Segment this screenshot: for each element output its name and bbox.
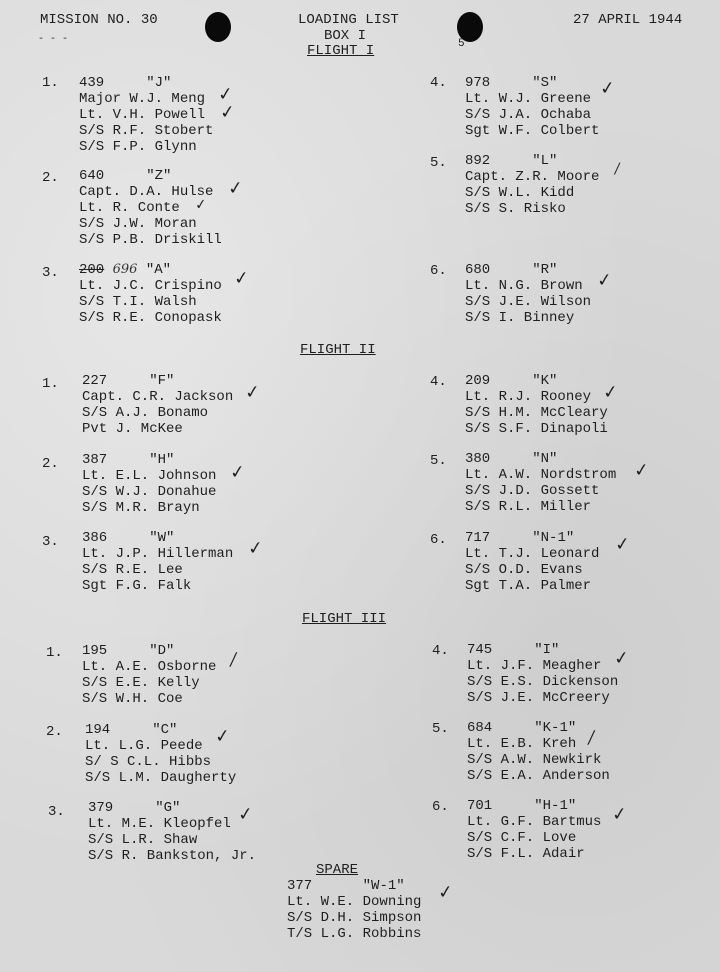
flight-2-pos-4: 4. (430, 374, 447, 390)
plane-number-correction: 696 (112, 262, 138, 277)
plane-letter: "F" (149, 373, 175, 389)
check-mark-icon: ✓ (598, 77, 617, 100)
plane-number: 195 (82, 643, 108, 659)
flight-1-crew-3 (79, 262, 222, 326)
plane-letter: "L" (532, 153, 558, 169)
crew-member: Lt. A.W. Nordstrom (465, 467, 617, 483)
crew-member: S/S J.E. Wilson (465, 294, 592, 310)
crew-member: S/S R.E. Conopask (79, 310, 222, 326)
crew-member: S/S R.F. Stobert (79, 123, 214, 139)
plane-letter: "W" (149, 530, 175, 546)
crew-member: Sgt T.A. Palmer (465, 578, 592, 594)
flight-2-heading: FLIGHT II (300, 342, 376, 358)
plane-letter: "R" (532, 262, 558, 278)
plane-letter: "K" (532, 373, 558, 389)
flight-3-crew-4 (467, 642, 618, 706)
plane-letter: "N-1" (532, 530, 575, 546)
crew-member: S/S H.M. McCleary (465, 405, 608, 421)
plane-letter: "Z" (146, 168, 172, 184)
plane-letter: "H" (149, 452, 175, 468)
crew-member: S/S A.J. Bonamo (82, 405, 209, 421)
crew-member: Lt. J.C. Crispino (79, 278, 222, 294)
flight-1-pos-4: 4. (430, 75, 447, 91)
crew-member: S/S J.A. Ochaba (465, 107, 592, 123)
crew-member: Major W.J. Meng (79, 91, 206, 107)
crew-member: S/S M.R. Brayn (82, 500, 200, 516)
crew-member: Lt. E.B. Kreh (467, 736, 577, 752)
flight-2-pos-3: 3. (42, 534, 59, 550)
crew-member: T/S L.G. Robbins (287, 926, 422, 942)
flight-3-pos-5: 5. (432, 721, 449, 737)
crew-member: Lt. A.E. Osborne (82, 659, 217, 675)
header-dash: - - - (38, 34, 69, 45)
flight-2-pos-2: 2. (42, 456, 59, 472)
spare-heading: SPARE (316, 862, 359, 878)
crew-member: Lt. W.E. Downing (287, 894, 422, 910)
check-mark-icon: ✓ (226, 177, 245, 200)
flight-3-heading: FLIGHT III (302, 611, 387, 627)
crew-member: Lt. V.H. Powell (79, 107, 206, 123)
check-mark-icon: ✓ (595, 269, 614, 292)
flight-3-crew-6 (467, 798, 601, 862)
crew-member: Lt. W.J. Greene (465, 91, 592, 107)
crew-member: S/S I. Binney (465, 310, 575, 326)
flight-2-crew-4 (465, 373, 608, 437)
crew-member: S/S E.S. Dickenson (467, 674, 619, 690)
crew-member: S/S A.W. Newkirk (467, 752, 602, 768)
flight-1-crew-5 (465, 153, 599, 217)
flight-1-pos-2: 2. (42, 170, 59, 186)
flight-2-crew-3 (82, 530, 233, 594)
check-mark-icon: ✓ (236, 803, 255, 826)
crew-member: Capt. D.A. Hulse (79, 184, 214, 200)
crew-member: S/ S C.L. Hibbs (85, 754, 212, 770)
crew-member: S/S R. Bankston, Jr. (88, 848, 257, 864)
crew-member: Lt. M.E. Kleopfel (88, 816, 231, 832)
crew-member: Pvt J. McKee (82, 421, 183, 437)
flight-3-crew-1 (82, 643, 216, 707)
crew-member: S/S E.E. Kelly (82, 675, 200, 691)
check-mark-icon: ✓ (246, 537, 265, 560)
crew-member: Lt. N.G. Brown (465, 278, 583, 294)
crew-member: Sgt W.F. Colbert (465, 123, 600, 139)
plane-number: 640 (79, 168, 105, 184)
plane-number: 701 (467, 798, 493, 814)
flight-1-pos-3: 3. (42, 265, 59, 281)
crew-member: S/S C.F. Love (467, 830, 577, 846)
check-mark-icon: ✓ (613, 533, 632, 556)
crew-member: Sgt F.G. Falk (82, 578, 192, 594)
plane-number: 200 (79, 262, 105, 278)
flight-1-crew-6 (465, 262, 591, 326)
plane-number: 978 (465, 75, 491, 91)
check-mark-icon: ✓ (436, 881, 455, 904)
crew-member: Capt. C.R. Jackson (82, 389, 234, 405)
crew-member: S/S O.D. Evans (465, 562, 583, 578)
crew-member: S/S F.L. Adair (467, 846, 585, 862)
punch-hole-left (205, 12, 231, 42)
crew-member: S/S R.L. Miller (465, 499, 592, 515)
flight-1-crew-4 (465, 75, 599, 139)
crew-member: Lt. L.G. Peede (85, 738, 203, 754)
plane-number: 377 (287, 878, 313, 894)
flight-1-heading: FLIGHT I (307, 43, 375, 59)
document-title: LOADING LIST (298, 12, 399, 28)
plane-number: 227 (82, 373, 108, 389)
corner-mark: 5 (458, 38, 465, 50)
crew-member: S/S R.E. Lee (82, 562, 183, 578)
plane-letter: "H-1" (534, 798, 577, 814)
crew-member: Capt. Z.R. Moore (465, 169, 600, 185)
plane-number: 194 (85, 722, 111, 738)
plane-number: 717 (465, 530, 491, 546)
check-mark-icon: ✓ (612, 647, 631, 670)
box-label: BOX I (324, 28, 367, 44)
check-mark-icon: ✓ (228, 461, 247, 484)
plane-number: 684 (467, 720, 493, 736)
plane-letter: "W-1" (362, 878, 405, 894)
flight-1-pos-5: 5. (430, 155, 447, 171)
crew-member: Lt. T.J. Leonard (465, 546, 600, 562)
crew-member: Lt. R. Conte (79, 200, 180, 216)
plane-number: 386 (82, 530, 108, 546)
crew-member: S/S L.M. Daugherty (85, 770, 237, 786)
mission-number: MISSION NO. 30 (40, 12, 158, 28)
crew-member: S/S J.W. Moran (79, 216, 197, 232)
plane-letter: "J" (146, 75, 172, 91)
crew-member: S/S S. Risko (465, 201, 566, 217)
check-mark-icon: ✓ (232, 267, 251, 290)
plane-number: 209 (465, 373, 491, 389)
plane-letter: "S" (532, 75, 558, 91)
flight-3-crew-3 (88, 800, 256, 864)
flight-1-pos-1: 1. (42, 75, 59, 91)
plane-letter: "K-1" (534, 720, 577, 736)
check-mark-icon: ✓ (213, 725, 232, 748)
plane-number: 379 (88, 800, 114, 816)
crew-member: S/S T.I. Walsh (79, 294, 197, 310)
crew-member: S/S W.J. Donahue (82, 484, 217, 500)
check-mark-icon: ✓ (632, 459, 651, 482)
flight-3-pos-3: 3. (48, 804, 65, 820)
plane-number: 387 (82, 452, 108, 468)
flight-3-pos-1: 1. (46, 645, 63, 661)
crew-member: S/S S.F. Dinapoli (465, 421, 608, 437)
flight-3-pos-6: 6. (432, 799, 449, 815)
plane-number: 892 (465, 153, 491, 169)
plane-letter: "C" (152, 722, 178, 738)
crew-member: S/S P.B. Driskill (79, 232, 222, 248)
crew-member: Lt. J.P. Hillerman (82, 546, 234, 562)
crew-member: S/S J.D. Gossett (465, 483, 600, 499)
check-mark-icon: ✓ (243, 381, 262, 404)
check-mark-icon: ✓ (610, 803, 629, 826)
flight-2-pos-6: 6. (430, 532, 447, 548)
check-mark-icon: ⁄ (230, 649, 237, 672)
check-mark-icon: ✓ (601, 381, 620, 404)
spare-crew (287, 878, 421, 942)
flight-1-pos-6: 6. (430, 263, 447, 279)
crew-member: S/S L.R. Shaw (88, 832, 198, 848)
plane-number: 680 (465, 262, 491, 278)
document-date: 27 APRIL 1944 (573, 12, 683, 28)
crew-member: Lt. J.F. Meagher (467, 658, 602, 674)
plane-letter: "A" (145, 262, 172, 278)
flight-2-pos-5: 5. (430, 453, 447, 469)
crew-member: Lt. G.F. Bartmus (467, 814, 602, 830)
flight-2-crew-2 (82, 452, 216, 516)
check-mark-icon: ✓ (194, 196, 208, 214)
flight-3-pos-4: 4. (432, 643, 449, 659)
crew-member: S/S W.L. Kidd (465, 185, 575, 201)
plane-letter: "I" (534, 642, 560, 658)
plane-letter: "D" (149, 643, 175, 659)
flight-2-crew-5 (465, 451, 616, 515)
plane-number: 439 (79, 75, 105, 91)
crew-member: S/S E.A. Anderson (467, 768, 610, 784)
flight-1-crew-1 (79, 75, 213, 155)
flight-2-pos-1: 1. (42, 376, 59, 392)
crew-member: S/S F.P. Glynn (79, 139, 197, 155)
plane-number: 380 (465, 451, 491, 467)
plane-number: 745 (467, 642, 493, 658)
check-mark-icon: ⁄ (588, 727, 595, 750)
flight-3-pos-2: 2. (46, 724, 63, 740)
check-mark-icon: ⁄ (615, 159, 620, 179)
crew-member: S/S J.E. McCreery (467, 690, 610, 706)
check-mark-icon: ✓ (216, 83, 235, 106)
plane-letter: "G" (155, 800, 181, 816)
crew-member: Lt. E.L. Johnson (82, 468, 217, 484)
crew-member: S/S W.H. Coe (82, 691, 183, 707)
plane-letter: "N" (532, 451, 558, 467)
crew-member: S/S D.H. Simpson (287, 910, 422, 926)
check-mark-icon: ✓ (218, 101, 237, 124)
crew-member: Lt. R.J. Rooney (465, 389, 592, 405)
flight-2-crew-1 (82, 373, 233, 437)
flight-2-crew-6 (465, 530, 599, 594)
